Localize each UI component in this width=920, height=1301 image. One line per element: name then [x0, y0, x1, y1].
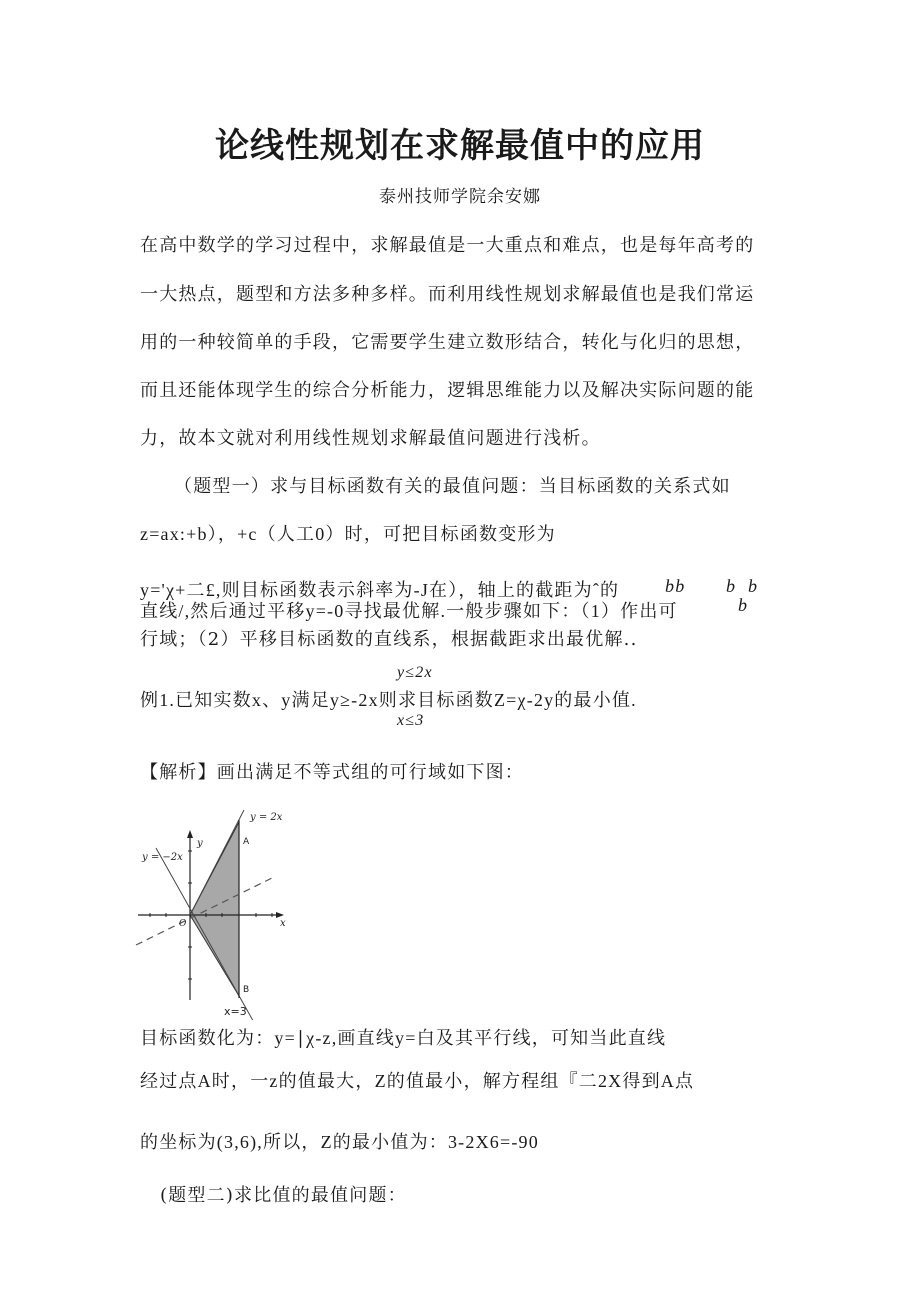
label-x-equals-3: x=3: [224, 1005, 247, 1018]
type1-steps-line: 直线/,然后通过平移y=-0寻找最优解.一般步骤如下：（1）作出可: [140, 601, 678, 621]
type1-frag-bb: bb: [665, 576, 686, 596]
type1-steps-line-2: 行域；（2）平移目标函数的直线系，根据截距求出最优解..: [140, 629, 638, 650]
type1-frag-b3: b: [738, 595, 749, 615]
label-point-b: B: [243, 985, 250, 995]
type1-formula-line: z=ax:+b），+c（人工0）时，可把目标函数变形为: [140, 524, 556, 544]
author-line: 泰州技师学院余安娜: [379, 187, 541, 207]
type1-heading: （题型一）求与目标函数有关的最值问题：当目标函数的关系式如: [174, 476, 731, 497]
feasible-region-figure: [132, 802, 302, 1020]
type2-heading: (题型二)求比值的最值问题：: [160, 1185, 407, 1206]
y-axis-arrow: [187, 830, 193, 838]
analysis-line: 【解析】画出满足不等式组的可行域如下图：: [140, 762, 524, 783]
intro-line-1: 在高中数学的学习过程中，求解最值是一大重点和难点，也是每年高考的: [140, 235, 755, 256]
label-y-2x: y = 2x: [250, 812, 283, 823]
type1-frag-b2: b: [748, 576, 759, 596]
solution-line-2: 经过点A时，一z的值最大，Z的值最小，解方程组『二2X得到A点: [140, 1071, 695, 1091]
type1-slope-line: y='χ+二£,则目标函数表示斜率为-J在），轴上的截距为ˆ的: [140, 580, 620, 600]
label-y-neg-2x: y = −2x: [142, 852, 183, 863]
type1-frag-b1: b: [726, 576, 737, 596]
intro-line-2: 一大热点，题型和方法多种多样。而利用线性规划求解最值也是我们常运: [140, 284, 755, 305]
label-origin: O: [179, 919, 187, 929]
page-title: 论线性规划在求解最值中的应用: [215, 126, 705, 166]
solution-line-3: 的坐标为(3,6),所以，Z的最小值为：3-2X6=-90: [140, 1132, 539, 1152]
label-y-axis: y: [197, 838, 203, 849]
intro-line-5: 力，故本文就对利用线性规划求解最值问题进行浅析。: [140, 428, 601, 449]
label-point-a: A: [243, 837, 250, 847]
solution-line-1: 目标函数化为：y=∣χ-z,画直线y=白及其平行线，可知当此直线: [140, 1028, 667, 1048]
constraint-top: y≤2x: [397, 664, 433, 681]
intro-line-3: 用的一种较简单的手段，它需要学生建立数形结合，转化与化归的思想，: [140, 332, 755, 353]
example-1-line: 例1.已知实数x、y满足y≥-2x则求目标函数Z=χ-2y的最小值.: [140, 690, 637, 710]
intro-line-4: 而且还能体现学生的综合分析能力，逻辑思维能力以及解决实际问题的能: [140, 380, 755, 401]
label-x-axis: x: [280, 918, 286, 929]
constraint-bottom: x≤3: [397, 712, 425, 729]
